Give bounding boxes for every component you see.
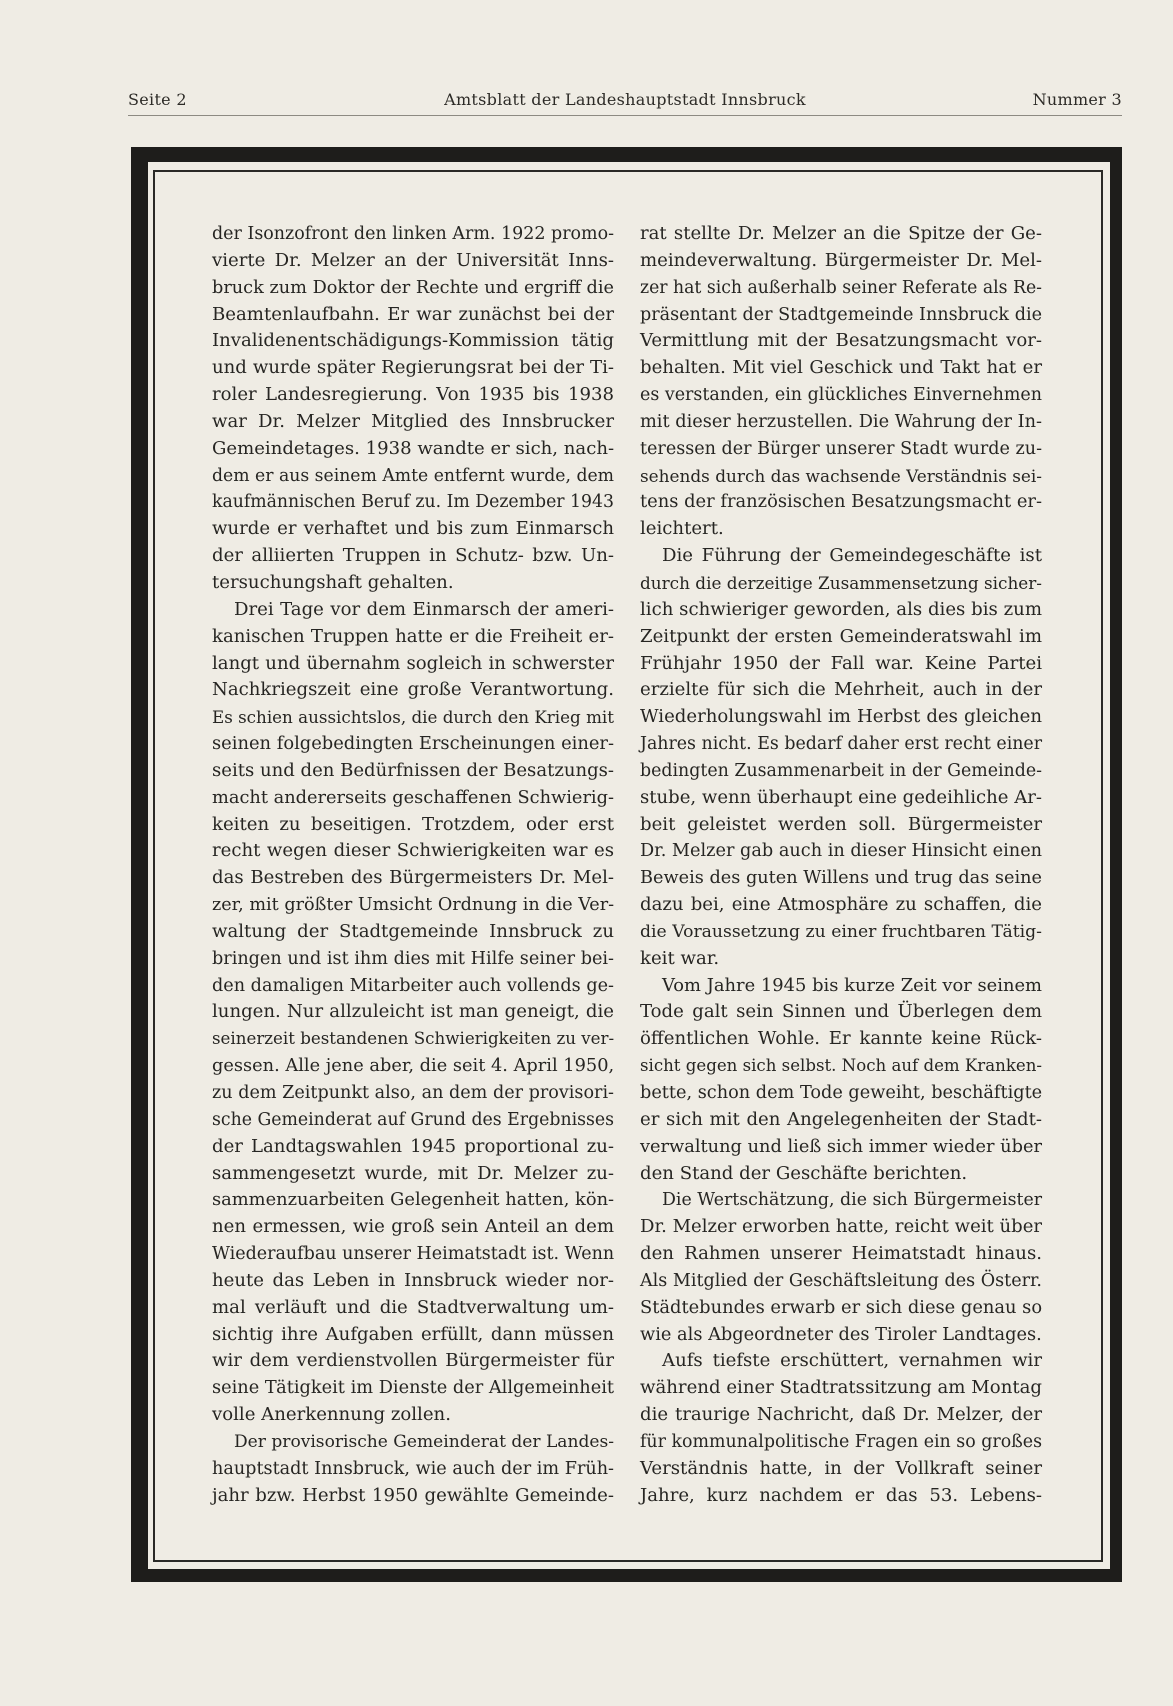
text-line: Frühjahr 1950 der Fall war. Keine Partei bbox=[640, 652, 1042, 674]
text-line: zu dem Zeitpunkt also, an dem der provisori- bbox=[212, 1083, 614, 1103]
text-line: die Voraussetzung zu einer fruchtbaren Tätig- bbox=[640, 921, 1042, 942]
text-line: Beweis des guten Willens und trug das seine bbox=[640, 868, 1042, 889]
text-line: bedingten Zusammenarbeit in der Gemeinde- bbox=[640, 760, 1042, 781]
text-line: tersuchungshaft gehalten. bbox=[212, 571, 454, 593]
text-line: Invalidenentschädigungs-Kommission tätig bbox=[212, 330, 614, 352]
text-line: erzielte für sich die Mehrheit, auch in der bbox=[640, 679, 1042, 701]
text-line: meindeverwaltung. Bürgermeister Dr. Mel- bbox=[640, 249, 1042, 271]
text-line: Es schien aussichtslos, die durch den Krieg mit bbox=[212, 707, 614, 728]
text-line: öffentlichen Wohle. Er kannte keine Rück- bbox=[640, 1028, 1042, 1050]
text-line: kanischen Truppen hatte er die Freiheit er- bbox=[212, 625, 614, 647]
text-line: vierte Dr. Melzer an der Universität Inns- bbox=[212, 249, 614, 271]
text-line: behalten. Mit viel Geschick und Takt hat er bbox=[640, 357, 1042, 379]
text-line: sammenzuarbeiten Gelegenheit hatten, kön- bbox=[212, 1189, 615, 1211]
text-line: den Stand der Geschäfte berichten. bbox=[640, 1162, 968, 1184]
text-line: mal verläuft und die Stadtverwaltung um- bbox=[212, 1296, 614, 1318]
text-line: Städtebundes erwarb er sich diese genau so bbox=[640, 1296, 1043, 1318]
text-line: der Isonzofront den linken Arm. 1922 promo- bbox=[212, 224, 614, 244]
text-line: Jahres nicht. Es bedarf daher erst recht einer bbox=[640, 734, 1042, 755]
text-line: Wiederaufbau unserer Heimatstadt ist. Wenn bbox=[212, 1244, 615, 1265]
text-line: den Rahmen unserer Heimatstadt hinaus. bbox=[640, 1243, 1042, 1265]
text-line: sicht gegen sich selbst. Noch auf dem Kranken- bbox=[640, 1056, 1042, 1076]
text-line: mit dieser herzustellen. Die Wahrung der In- bbox=[640, 411, 1042, 432]
text-line: Jahre, kurz nachdem er das 53. Lebens- bbox=[640, 1484, 1042, 1506]
text-line: der Landtagswahlen 1945 proportional zu- bbox=[212, 1135, 614, 1157]
text-line: Die Wertschätzung, die sich Bürgermeister bbox=[662, 1190, 1043, 1211]
text-line: zer hat sich außerhalb seiner Referate als Re- bbox=[640, 277, 1042, 298]
text-line: recht wegen dieser Schwierigkeiten war es bbox=[212, 840, 614, 862]
text-line: jahr bzw. Herbst 1950 gewählte Gemeinde- bbox=[212, 1484, 614, 1506]
text-line: die traurige Nachricht, daß Dr. Melzer, der bbox=[640, 1404, 1042, 1426]
text-line: seinen folgebedingten Erscheinungen einer- bbox=[212, 733, 614, 755]
text-line: es verstanden, ein glückliches Einvernehmen bbox=[640, 385, 1042, 406]
text-line: hauptstadt Innsbruck, wie auch der im Früh- bbox=[212, 1458, 614, 1479]
text-line: bette, schon dem Tode geweiht, beschäftigte bbox=[640, 1083, 1043, 1103]
right-column bbox=[640, 221, 1042, 1510]
text-line: heute das Leben in Innsbruck wieder nor- bbox=[212, 1269, 614, 1291]
text-line: wir dem verdienstvollen Bürgermeister für bbox=[212, 1350, 614, 1372]
text-line: und wurde später Regierungsrat bei der Ti- bbox=[212, 357, 614, 379]
text-line: Dr. Melzer gab auch in dieser Hinsicht einen bbox=[640, 841, 1043, 862]
text-line: der alliierten Truppen in Schutz- bzw. Un- bbox=[212, 545, 614, 567]
text-line: Aufs tiefste erschüttert, vernahmen wir bbox=[662, 1350, 1042, 1372]
text-line: den damaligen Mitarbeiter auch vollends ge- bbox=[212, 975, 614, 996]
text-line: seits und den Bedürfnissen der Besatzungs- bbox=[212, 759, 614, 781]
text-line: lungen. Nur allzuleicht ist man geneigt, die bbox=[212, 1001, 614, 1023]
text-line: teressen der Bürger unserer Stadt wurde zu- bbox=[640, 438, 1042, 459]
text-line: sche Gemeinderat auf Grund des Ergebnisses bbox=[212, 1109, 614, 1130]
text-line: beit geleistet werden soll. Bürgermeister bbox=[640, 813, 1042, 835]
text-line: sichtig ihre Aufgaben erfüllt, dann müssen bbox=[212, 1323, 614, 1345]
text-line: Verständnis hatte, in der Vollkraft seiner bbox=[640, 1457, 1042, 1479]
text-line: Vom Jahre 1945 bis kurze Zeit vor seinem bbox=[662, 974, 1042, 996]
publication-title: Amtsblatt der Landeshauptstadt Innsbruck bbox=[444, 90, 806, 109]
text-line: Vermittlung mit der Besatzungsmacht vor- bbox=[640, 330, 1042, 352]
text-line: Als Mitglied der Geschäftsleitung des Österr. bbox=[640, 1270, 1042, 1291]
text-line: Gemeindetages. 1938 wandte er sich, nach- bbox=[212, 437, 615, 459]
text-line: sammengesetzt wurde, mit Dr. Melzer zu- bbox=[212, 1162, 614, 1184]
issue-number: Nummer 3 bbox=[1032, 90, 1122, 109]
text-line: Die Führung der Gemeindegeschäfte ist bbox=[662, 545, 1042, 567]
text-line: während einer Stadtratssitzung am Montag bbox=[640, 1377, 1042, 1399]
text-line: gessen. Alle jene aber, die seit 4. April 1950, bbox=[212, 1056, 615, 1077]
text-line: volle Anerkennung zollen. bbox=[212, 1404, 451, 1426]
text-line: wie als Abgeordneter des Tiroler Landtages. bbox=[640, 1323, 1042, 1345]
text-line: bruck zum Doktor der Rechte und ergriff die bbox=[212, 277, 614, 298]
text-line: roler Landesregierung. Von 1935 bis 1938 bbox=[212, 384, 614, 406]
text-line: langt und übernahm sogleich in schwerster bbox=[212, 652, 614, 674]
text-line: sehends durch das wachsende Verständnis sei- bbox=[640, 465, 1042, 486]
text-line: waltung der Stadtgemeinde Innsbruck zu bbox=[212, 920, 614, 942]
text-line: zer, mit größter Umsicht Ordnung in die Ver- bbox=[212, 895, 615, 916]
text-line: er sich mit den Angelegenheiten der Stadt- bbox=[640, 1108, 1042, 1130]
text-line: dazu bei, eine Atmosphäre zu schaffen, die bbox=[640, 894, 1042, 916]
text-line: stube, wenn überhaupt eine gedeihliche Ar- bbox=[640, 786, 1042, 808]
text-line: Drei Tage vor dem Einmarsch der ameri- bbox=[234, 598, 614, 620]
text-line: seinerzeit bestandenen Schwierigkeiten zu ver- bbox=[212, 1029, 615, 1049]
text-line: leichtert. bbox=[640, 518, 724, 540]
text-line: das Bestreben des Bürgermeisters Dr. Mel- bbox=[212, 867, 614, 889]
text-line: Beamtenlaufbahn. Er war zunächst bei der bbox=[212, 303, 614, 325]
text-line: macht andererseits geschaffenen Schwierig- bbox=[212, 787, 614, 808]
text-line: präsentant der Stadtgemeinde Innsbruck die bbox=[640, 304, 1042, 325]
text-line: keit war. bbox=[640, 947, 720, 969]
text-line: nen ermessen, wie groß sein Anteil an dem bbox=[212, 1216, 614, 1238]
text-line: für kommunalpolitische Fragen ein so großes bbox=[640, 1431, 1042, 1452]
text-line: Tode galt sein Sinnen und Überlegen dem bbox=[640, 1001, 1042, 1023]
page-number: Seite 2 bbox=[128, 90, 187, 109]
text-line: keiten zu beseitigen. Trotzdem, oder erst bbox=[212, 813, 614, 835]
text-line: wurde er verhaftet und bis zum Einmarsch bbox=[212, 518, 614, 540]
text-line: verwaltung und ließ sich immer wieder über bbox=[640, 1136, 1042, 1157]
text-line: Nachkriegszeit eine große Verantwortung. bbox=[212, 679, 614, 701]
text-line: Wiederholungswahl im Herbst des gleichen bbox=[640, 706, 1042, 728]
text-line: kaufmännischen Beruf zu. Im Dezember 1943 bbox=[212, 492, 614, 513]
header-rule bbox=[128, 115, 1122, 116]
text-line: Dr. Melzer erworben hatte, reicht weit über bbox=[640, 1216, 1042, 1238]
text-line: lich schwieriger geworden, als dies bis zum bbox=[640, 598, 1042, 620]
text-line: tens der französischen Besatzungsmacht er- bbox=[640, 491, 1042, 513]
text-line: dem er aus seinem Amte entfernt wurde, dem bbox=[212, 465, 614, 486]
text-line: bringen und ist ihm dies mit Hilfe seiner bei- bbox=[212, 948, 614, 969]
text-line: war Dr. Melzer Mitglied des Innsbrucker bbox=[212, 410, 614, 432]
text-line: seine Tätigkeit im Dienste der Allgemeinheit bbox=[212, 1378, 614, 1399]
text-line: durch die derzeitige Zusammensetzung sicher- bbox=[640, 572, 1042, 593]
text-line: Der provisorische Gemeinderat der Landes- bbox=[234, 1431, 614, 1452]
text-line: Zeitpunkt der ersten Gemeinderatswahl im bbox=[640, 625, 1042, 647]
left-column bbox=[212, 221, 614, 1510]
page-header bbox=[128, 88, 1122, 114]
text-line: rat stellte Dr. Melzer an die Spitze der Ge- bbox=[640, 223, 1042, 244]
